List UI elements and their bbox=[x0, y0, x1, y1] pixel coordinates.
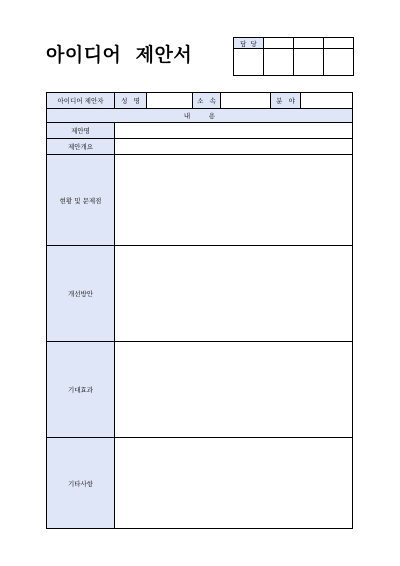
proposal-name-field[interactable] bbox=[115, 123, 353, 139]
name-label: 성 명 bbox=[115, 93, 147, 109]
current-issues-field[interactable] bbox=[115, 155, 353, 246]
dept-label: 소 속 bbox=[193, 93, 221, 109]
row-label-improvement: 개선방안 bbox=[47, 246, 115, 342]
content-section-header: 내 용 bbox=[47, 109, 353, 123]
row-label-other: 기타사항 bbox=[47, 438, 115, 529]
field-label: 분 야 bbox=[271, 93, 301, 109]
name-field[interactable] bbox=[147, 93, 193, 109]
approval-header-cell bbox=[324, 38, 354, 49]
dept-field[interactable] bbox=[221, 93, 271, 109]
approval-sign-cell[interactable] bbox=[294, 49, 324, 76]
document-title: 아이디어 제안서 bbox=[46, 44, 193, 66]
field-value-field[interactable] bbox=[301, 93, 353, 109]
row-label-current-issues: 현황 및 문제점 bbox=[47, 155, 115, 246]
proposal-form bbox=[46, 92, 353, 529]
other-notes-field[interactable] bbox=[115, 438, 353, 529]
approval-sign-cell[interactable] bbox=[324, 49, 354, 76]
approval-sign-cell[interactable] bbox=[234, 49, 264, 76]
summary-field[interactable] bbox=[115, 139, 353, 155]
improvement-field[interactable] bbox=[115, 246, 353, 342]
approval-box bbox=[233, 37, 354, 76]
approval-header-cell bbox=[264, 38, 294, 49]
row-label-summary: 제안개요 bbox=[47, 139, 115, 155]
row-label-proposal-name: 제안명 bbox=[47, 123, 115, 139]
approval-sign-cell[interactable] bbox=[264, 49, 294, 76]
expected-effect-field[interactable] bbox=[115, 342, 353, 438]
row-label-expected-effect: 기대효과 bbox=[47, 342, 115, 438]
approval-header-cell bbox=[294, 38, 324, 49]
proposer-label: 아이디어 제안자 bbox=[47, 93, 115, 109]
approval-header: 담 당 bbox=[234, 38, 264, 49]
